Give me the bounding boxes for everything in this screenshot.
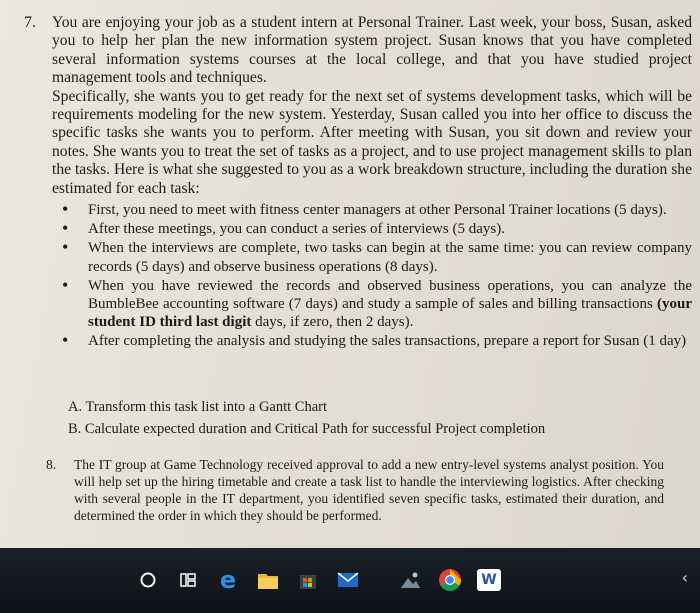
- windows-taskbar: [0, 548, 700, 613]
- taskbar-icons: [135, 564, 515, 596]
- bullet-icon: •: [62, 274, 69, 295]
- chrome-icon[interactable]: [437, 567, 463, 593]
- task-list: [52, 201, 692, 351]
- question-7-intro: You are enjoying your job as a student intern at Personal Trainer. Last week, your boss, Susan, asked you to help her plan the new information system project. Susan knows that you have completed several information systems courses at the local college, and that you have studied project management tools and techniques.: [52, 14, 692, 87]
- search-circle-icon[interactable]: [135, 567, 161, 593]
- question-7-number: 7.: [24, 14, 36, 31]
- bullet-icon: •: [62, 199, 69, 220]
- bullet-icon: •: [62, 330, 69, 351]
- bullet-icon: •: [62, 218, 69, 239]
- task-item: • When you have reviewed the records and observed business operations, you can analyze the BumbleBee accounting software (7 days) and study a sample of sales and billing transactions (your student ID third last digit days, if zero, then 2 days).: [62, 274, 692, 331]
- word-icon[interactable]: W: [477, 569, 501, 591]
- sub-question-b: B. Calculate expected duration and Critical Path for successful Project completion: [68, 421, 546, 437]
- task-item: • After these meetings, you can conduct a series of interviews (5 days).: [62, 218, 505, 239]
- task-item: • First, you need to meet with fitness center managers at other Personal Trainer locations (5 days).: [62, 199, 667, 220]
- task-item: • After completing the analysis and studying the sales transactions, prepare a report for Susan (1 day): [62, 330, 687, 351]
- task-4-rest: days, if zero, then 2 days).: [251, 314, 414, 331]
- chevron-left-icon[interactable]: ‹: [681, 568, 688, 587]
- task-view-icon[interactable]: [175, 567, 201, 593]
- question-8-number: 8.: [46, 457, 57, 472]
- task-item: • When the interviews are complete, two tasks can begin at the same time: you can review company records (5 days) and observe business operations (8 days).: [62, 237, 692, 275]
- store-icon[interactable]: [295, 567, 321, 593]
- file-explorer-icon[interactable]: [255, 567, 281, 593]
- sub-question-a: A. Transform this task list into a Gantt Chart: [68, 399, 328, 415]
- question-7-body: [52, 14, 692, 352]
- task-4-bold-note: (your student ID third last digit: [88, 296, 692, 331]
- bullet-icon: •: [62, 237, 69, 258]
- edge-icon[interactable]: e: [219, 566, 237, 594]
- question-8-body: The IT group at Game Technology received approval to add a new entry-level systems analyst position. You will help set up the hiring timetable and create a task list to handle the interviewing logistics. After checking with several people in the IT department, you identified seven specific tasks, estimated their duration, and determined the order in which they should be performed.: [74, 457, 664, 523]
- mail-icon[interactable]: [335, 567, 361, 593]
- photos-icon[interactable]: [397, 567, 423, 593]
- question-7-specifics: Specifically, she wants you to get ready for the next set of systems development tasks, which will be requirements modeling for the new system. Yesterday, Susan called you into her office to discuss the specific tasks she wants you to perform. After meeting with Susan, you sit down and review your notes. She wants you to treat the set of tasks as a project, and to use project management skills to plan the tasks. Here is what she suggested to you as a work breakdown structure, including the duration she estimated for each task:: [52, 87, 692, 197]
